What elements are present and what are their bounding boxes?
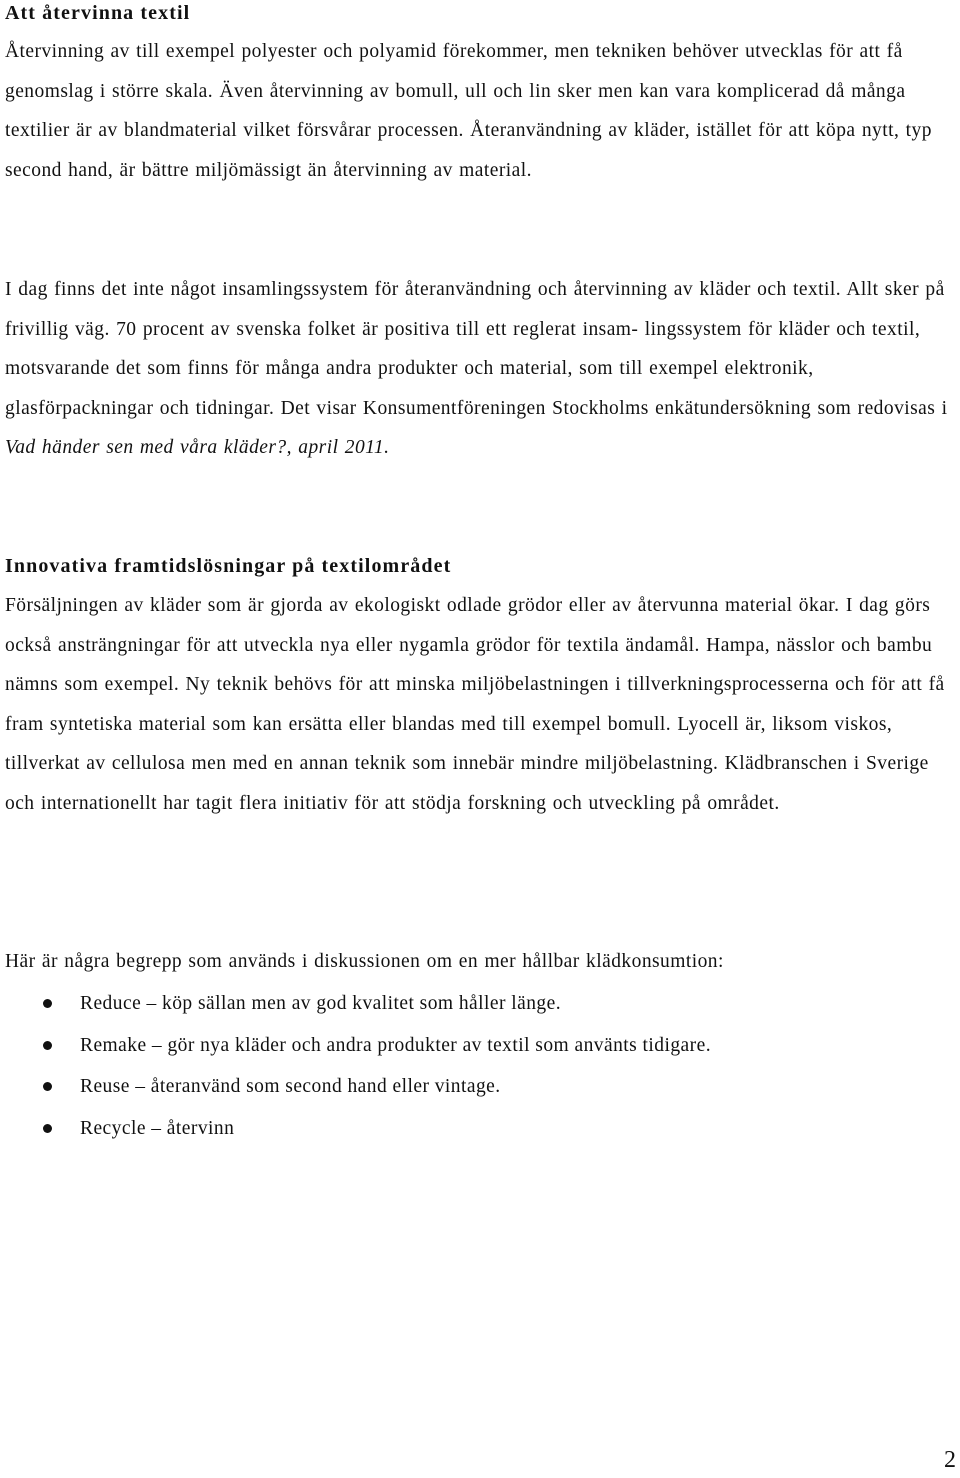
list-item <box>5 1066 955 1108</box>
list-item-text: Reduce – köp sällan men av god kvalitet som håller länge. <box>80 993 562 1014</box>
paragraph-collection-text: I dag finns det inte något insamlingssystem för återanvändning och återvinning av kläder och textil. Allt sker på frivillig väg. 70 procent av svenska folket är positiva till ett reglerat insam- lingssystem för kläder och textil, motsvarande det som finns för många andra produkter och material, som till exempel elektronik, glasförpackningar och tidningar. Det visar Konsumentföreningen Stockholms enkätundersökning som redovisas i <box>5 279 948 419</box>
paragraph-concepts-intro: Här är några begrepp som används i diskussionen om en mer hållbar klädkonsumtion: <box>5 951 724 972</box>
list-item-text: Recycle – återvinn <box>80 1117 235 1139</box>
list-item <box>5 1025 955 1067</box>
list-item-text: Remake – gör nya kläder och andra produkter av textil som använts tidigare. <box>80 1034 712 1056</box>
heading-textile-recycling: Att återvinna textil <box>5 2 191 24</box>
bullet-icon <box>43 999 52 1008</box>
bullet-icon <box>43 1124 52 1133</box>
paragraph-collection-system <box>5 270 955 468</box>
heading-innovative-solutions: Innovativa framtidslösningar på textilområdet <box>5 555 452 577</box>
list-item <box>5 983 955 1025</box>
report-date: , april 2011. <box>286 437 390 459</box>
bullet-icon <box>43 1041 52 1050</box>
report-title: Vad händer sen med våra kläder? <box>5 437 287 459</box>
bullet-icon <box>43 1082 52 1091</box>
list-item-text: Reuse – återanvänd som second hand eller vintage. <box>80 1076 501 1097</box>
paragraph-recycling: Återvinning av till exempel polyester och polyamid förekommer, men tekniken behöver utvecklas för att få genomslag i större skala. Även återvinning av bomull, ull och lin sker men kan vara komplicerad då många textilier är av blandmaterial vilket försvårar processen. Återanvändning av kläder, istället för att köpa nytt, typ second hand, är bättre miljömässigt än återvinning av material. <box>5 41 932 181</box>
page-number: 2 <box>944 1447 956 1473</box>
paragraph-innovations: Försäljningen av kläder som är gjorda av ekologiskt odlade grödor eller av återvunna material ökar. I dag görs också ansträngningar för att utveckla nya eller nygamla grödor för textila ändamål. Hampa, nässlor och bambu nämns som exempel. Ny teknik behövs för att minska miljöbelastningen i tillverkningsprocesserna och för att få fram syntetiska material som kan ersätta eller blandas med till exempel bomull. Lyocell är, liksom viskos, tillverkat av cellulosa men med en annan teknik som innebär mindre miljöbelastning. Klädbranschen i Sverige och internationellt har tagit flera initiativ för att stödja forskning och utveckling på området. <box>5 595 945 814</box>
list-item <box>5 1108 955 1150</box>
concepts-list <box>5 983 955 1149</box>
